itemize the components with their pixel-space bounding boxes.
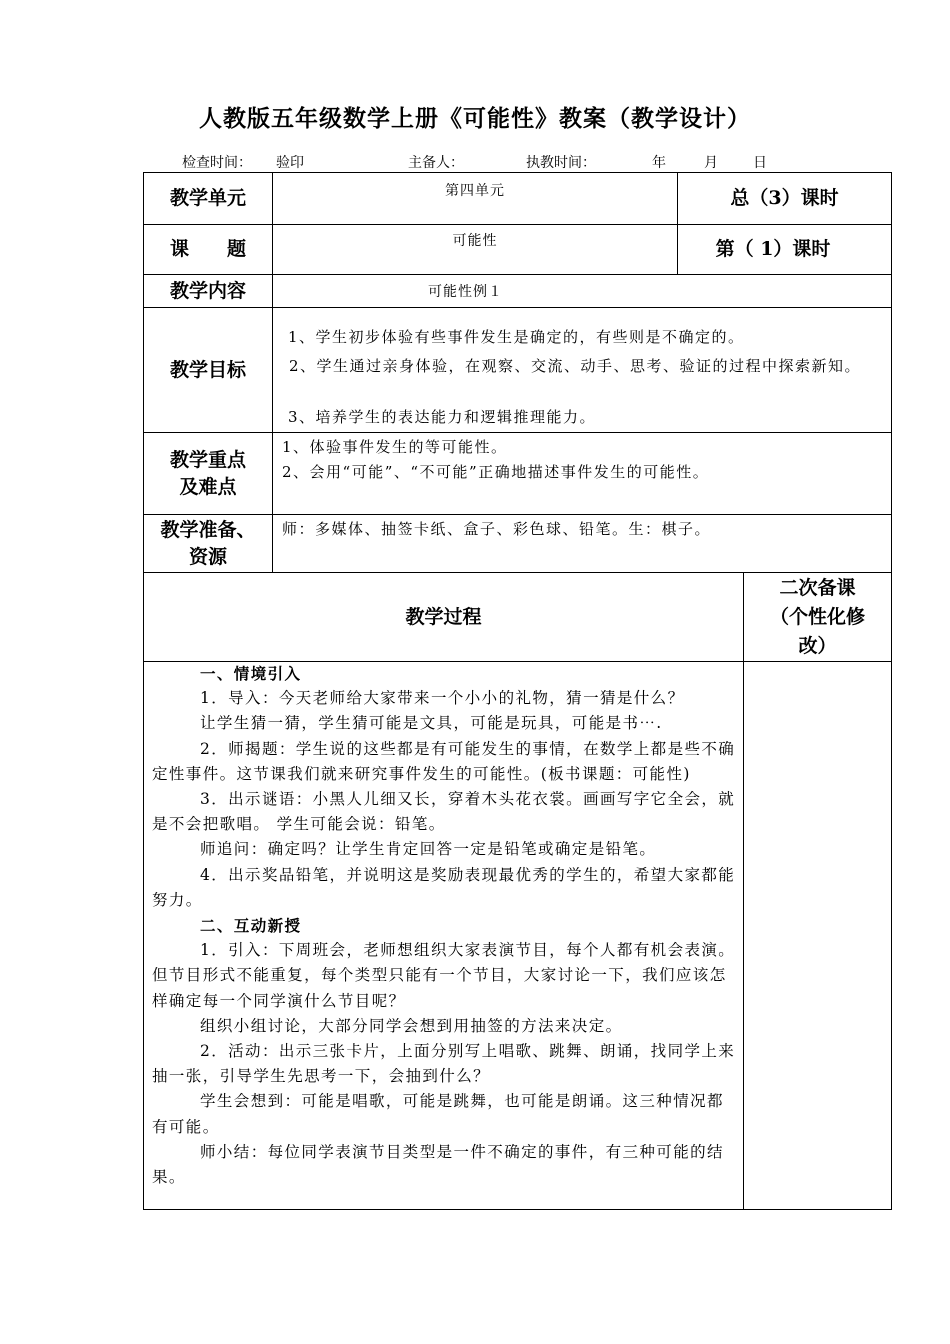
table-border bbox=[891, 172, 892, 1210]
period-number: 第（ 1）课时 bbox=[715, 238, 831, 260]
topic-label: 课 题 bbox=[169, 238, 246, 260]
process-paragraph: 2．师揭题：学生说的这些都是有可能发生的事情，在数学上都是些不确定性事件。这节课我们就来研究事件发生的可能性。(板书课题：可能性) bbox=[152, 739, 736, 783]
section-heading: 一、情境引入 bbox=[200, 664, 302, 683]
unit-value: 第四单元 bbox=[445, 183, 505, 199]
process-paragraph: 4．出示奖品铅笔，并说明这是奖励表现最优秀的学生的，希望大家都能努力。 bbox=[152, 865, 736, 909]
column-divider bbox=[743, 572, 744, 1209]
goal-item: 3、培养学生的表达能力和逻辑推理能力。 bbox=[288, 408, 597, 426]
key-point-item: 1、体验事件发生的等可能性。 bbox=[282, 438, 508, 456]
check-time-label: 检查时间： bbox=[182, 155, 252, 171]
key-points-label-line1: 教学重点 bbox=[169, 448, 246, 471]
exec-time-label: 执教时间： bbox=[526, 155, 596, 171]
goal-item: 2、学生通过亲身体验，在观察、交流、动手、思考、验证的过程中探索新知。 bbox=[289, 357, 862, 375]
preparation-value: 师：多媒体、抽签卡纸、盒子、彩色球、铅笔。生：棋子。 bbox=[282, 520, 712, 538]
process-body bbox=[152, 661, 738, 1190]
content-value: 可能性例１ bbox=[428, 284, 503, 300]
preparer-label: 主备人： bbox=[408, 155, 464, 171]
key-points-label-line2: 及难点 bbox=[179, 475, 237, 498]
document-title: 人教版五年级数学上册《可能性》教案（教学设计） bbox=[199, 105, 751, 132]
goal-item: 1、学生初步体验有些事件发生是确定的，有些则是不确定的。 bbox=[288, 328, 745, 346]
process-paragraph: 1．引入：下周班会，老师想组织大家表演节目，每个人都有机会表演。但节目形式不能重复，每个类型只能有一个节目，大家讨论一下，我们应该怎样确定每一个同学演什么节目呢？ bbox=[152, 941, 736, 1010]
month-label: 月 bbox=[704, 155, 718, 171]
year-label: 年 bbox=[652, 155, 666, 171]
process-paragraph: 3．出示谜语：小黑人儿细又长，穿着木头花衣裳。画画写字它全会，就是不会把歌唱。 学生可能会说：铅笔。 bbox=[152, 790, 736, 834]
second-prep-line2: （个性化修 bbox=[769, 605, 865, 628]
total-periods: 总（3）课时 bbox=[730, 187, 839, 209]
process-paragraph: 组织小组讨论，大部分同学会想到用抽签的方法来决定。 bbox=[200, 1016, 623, 1035]
seal-label: 验印 bbox=[276, 155, 304, 171]
process-header: 教学过程 bbox=[405, 605, 482, 628]
process-paragraph: 师追问：确定吗？让学生肯定回答一定是铅笔或确定是铅笔。 bbox=[200, 840, 657, 859]
preparation-label-line1: 教学准备、 bbox=[160, 518, 256, 541]
table-border bbox=[143, 1209, 892, 1210]
section-heading: 二、互动新授 bbox=[200, 916, 302, 936]
process-paragraph: 1．导入：今天老师给大家带来一个小小的礼物，猜一猜是什么？ bbox=[200, 689, 685, 708]
day-label: 日 bbox=[753, 155, 767, 171]
process-paragraph: 让学生猜一猜，学生猜可能是文具，可能是玩具，可能是书⋯. bbox=[200, 714, 663, 733]
unit-label: 教学单元 bbox=[169, 187, 246, 209]
goals-label: 教学目标 bbox=[169, 358, 246, 381]
topic-value: 可能性 bbox=[452, 233, 498, 249]
second-prep-line3: 改） bbox=[798, 634, 837, 657]
process-paragraph: 2．活动：出示三张卡片，上面分别写上唱歌、跳舞、朗诵，找同学上来抽一张，引导学生先思考一下，会抽到什么？ bbox=[152, 1042, 736, 1086]
key-points-label bbox=[144, 433, 272, 514]
second-prep-header bbox=[744, 573, 891, 661]
content-label: 教学内容 bbox=[169, 279, 246, 302]
preparation-label bbox=[144, 515, 272, 572]
preparation-label-line2: 资源 bbox=[188, 545, 227, 568]
process-paragraph: 师小结：每位同学表演节目类型是一件不确定的事件，有三种可能的结果。 bbox=[152, 1142, 724, 1187]
second-prep-line1: 二次备课 bbox=[779, 576, 856, 599]
process-paragraph: 学生会想到：可能是唱歌，可能是跳舞，也可能是朗诵。这三种情况都有可能。 bbox=[152, 1092, 724, 1136]
key-point-item: 2、会用“可能”、“不可能”正确地描述事件发生的可能性。 bbox=[282, 463, 710, 481]
